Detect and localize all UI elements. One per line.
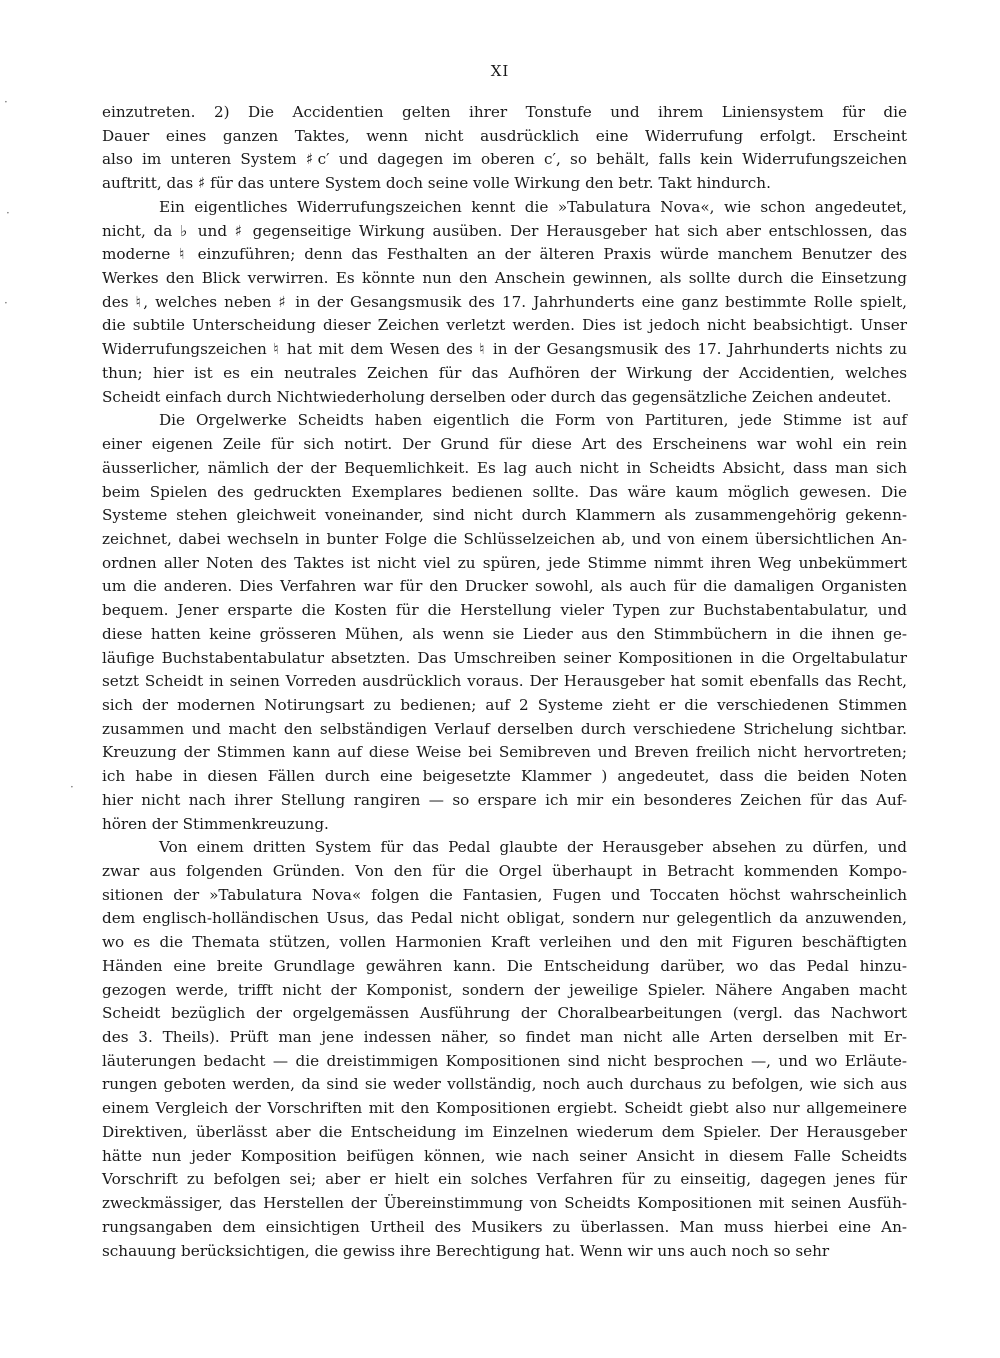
text-line: Ein eigentliches Widerrufungszeichen kennt die »Tabulatura Nova«, wie schon angedeutet, xyxy=(159,197,907,216)
text-line: gezogen werde, trifft nicht der Komponist, sondern der jeweilige Spieler. Nähere Angaben macht xyxy=(102,980,907,999)
text-line: diese hatten keine grösseren Mühen, als wenn sie Lieder aus den Stimmbüchern in die ihnen ge- xyxy=(102,624,907,643)
text-line: auftritt, das ♯ für das untere System doch seine volle Wirkung den betr. Takt hindurch. xyxy=(102,174,771,193)
text-line: Die Orgelwerke Scheidts haben eigentlich die Form von Partituren, jede Stimme ist auf xyxy=(159,411,907,430)
text-line: Direktiven, überlässt aber die Entscheidung im Einzelnen wiederum dem Spieler. Der Herausgeber xyxy=(102,1122,907,1141)
text-line: Widerrufungszeichen ♮ hat mit dem Wesen des ♮ in der Gesangsmusik des 17. Jahrhunderts nichts zu xyxy=(102,340,907,359)
text-line: Dauer eines ganzen Taktes, wenn nicht ausdrücklich eine Widerrufung erfolgt. Erscheint xyxy=(102,126,907,145)
text-line: Von einem dritten System für das Pedal glaubte der Herausgeber absehen zu dürfen, und xyxy=(159,838,907,857)
text-line: läuterungen bedacht — die dreistimmigen Kompositionen sind nicht besprochen —, und wo Erläute- xyxy=(102,1051,907,1070)
text-line: zwar aus folgenden Gründen. Von den für die Orgel überhaupt in Betracht kommenden Kompo- xyxy=(102,862,907,880)
margin-speck: · xyxy=(70,780,74,794)
text-line: einzutreten. 2) Die Accidentien gelten ihrer Tonstufe und ihrem Liniensystem für die xyxy=(102,103,907,121)
text-line: schauung berücksichtigen, die gewiss ihre Berechtigung hat. Wenn wir uns auch noch so sehr xyxy=(102,1241,830,1260)
body-text xyxy=(102,101,907,1263)
text-line: rungsangaben dem einsichtigen Urtheil des Musikers zu überlassen. Man muss hierbei eine An- xyxy=(102,1217,907,1236)
text-line: Scheidt bezüglich der orgelgemässen Ausführung der Choralbearbeitungen (vergl. das Nachwort xyxy=(102,1004,907,1023)
margin-speck: · xyxy=(4,296,8,310)
text-line: rungen geboten werden, da sind sie weder vollständig, noch auch durchaus zu befolgen, wie sich aus xyxy=(102,1075,907,1094)
text-line: ich habe in diesen Fällen durch eine beigesetzte Klammer ) angedeutet, dass die beiden Noten xyxy=(102,767,907,786)
text-line: sitionen der »Tabulatura Nova« folgen die Fantasien, Fugen und Toccaten höchst wahrscheinlich xyxy=(102,885,907,904)
text-line: des 3. Theils). Prüft man jene indessen näher, so findet man nicht alle Arten derselben mit Er- xyxy=(102,1028,907,1047)
text-line: also im unteren System ♯c′ und dagegen im oberen c′, so behält, falls kein Widerrufungszeichen xyxy=(102,150,907,169)
text-line: einer eigenen Zeile für sich notirt. Der Grund für diese Art des Erscheinens war wohl ein rein xyxy=(102,435,907,454)
text-line: einem Vergleich der Vorschriften mit den Kompositionen ergiebt. Scheidt giebt also nur allgemeinere xyxy=(102,1099,907,1118)
text-line: nicht, da ♭ und ♯ gegenseitige Wirkung ausüben. Der Herausgeber hat sich aber entschlossen, das xyxy=(102,221,907,240)
text-line: zusammen und macht den selbständigen Verlauf derselben durch verschiedene Strichelung sichtbar. xyxy=(102,719,907,738)
text-line: um die anderen. Dies Verfahren war für den Drucker sowohl, als auch für die damaligen Organisten xyxy=(102,577,907,596)
text-line: äusserlicher, nämlich der der Bequemlichkeit. Es lag auch nicht in Scheidts Absicht, dass man sich xyxy=(102,458,907,477)
text-line: die subtile Unterscheidung dieser Zeichen verletzt werden. Dies ist jedoch nicht beabsichtigt. Unser xyxy=(102,316,907,335)
text-line: bequem. Jener ersparte die Kosten für die Herstellung vieler Typen zur Buchstabentabulatur, und xyxy=(102,601,907,620)
text-line: Systeme stehen gleichweit voneinander, sind nicht durch Klammern als zusammengehörig gekenn- xyxy=(102,506,907,525)
margin-speck: · xyxy=(4,95,8,109)
text-line: thun; hier ist es ein neutrales Zeichen für das Aufhören der Wirkung der Accidentien, welches xyxy=(102,363,907,382)
text-line: ordnen aller Noten des Taktes ist nicht viel zu spüren, jede Stimme nimmt ihren Weg unbekümmert xyxy=(102,553,907,572)
text-line: Kreuzung der Stimmen kann auf diese Weise bei Semibreven und Breven freilich nicht hervortreten; xyxy=(102,743,907,762)
text-line: sich der modernen Notirungsart zu bedienen; auf 2 Systeme zieht er die verschiedenen Stimmen xyxy=(102,695,907,714)
text-line: dem englisch-holländischen Usus, das Pedal nicht obligat, sondern nur gelegentlich da anzuwenden, xyxy=(102,909,907,928)
margin-speck: · xyxy=(6,206,10,220)
text-line: moderne ♮ einzuführen; denn das Festhalten an der älteren Praxis würde manchem Benutzer des xyxy=(102,245,907,264)
text-line: beim Spielen des gedruckten Exemplares bedienen sollte. Das wäre kaum möglich gewesen. Die xyxy=(102,482,907,501)
text-line: Vorschrift zu befolgen sei; aber er hielt ein solches Verfahren für zu einseitig, dagegen jenes für xyxy=(102,1170,907,1189)
text-line: Händen eine breite Grundlage gewähren kann. Die Entscheidung darüber, wo das Pedal hinzu- xyxy=(102,956,907,975)
text-line: des ♮, welches neben ♯ in der Gesangsmusik des 17. Jahrhunderts eine ganz bestimmte Rolle spielt, xyxy=(102,292,907,311)
text-line: zweckmässiger, das Herstellen der Übereinstimmung von Scheidts Kompositionen mit seinen Ausfüh- xyxy=(102,1194,907,1213)
text-line: Scheidt einfach durch Nichtwiederholung derselben oder durch das gegensätzliche Zeichen andeutet. xyxy=(102,387,892,406)
text-line: zeichnet, dabei wechseln in bunter Folge die Schlüsselzeichen ab, und von einem übersichtlichen An- xyxy=(102,529,907,548)
text-line: Werkes den Blick verwirren. Es könnte nun den Anschein gewinnen, als sollte durch die Einsetzung xyxy=(102,269,907,288)
page-number: XI xyxy=(490,62,510,80)
text-line: wo es die Themata stützen, vollen Harmonien Kraft verleihen und den mit Figuren beschäftigten xyxy=(102,933,907,952)
text-line: setzt Scheidt in seinen Vorreden ausdrücklich voraus. Der Herausgeber hat somit ebenfalls das Recht, xyxy=(102,672,907,691)
text-line: hätte nun jeder Komposition beifügen können, wie nach seiner Ansicht in diesem Falle Scheidts xyxy=(102,1146,907,1165)
text-line: läufige Buchstabentabulatur absetzten. Das Umschreiben seiner Kompositionen in die Orgeltabulatur xyxy=(102,648,907,667)
text-line: hören der Stimmenkreuzung. xyxy=(102,814,329,833)
text-line: hier nicht nach ihrer Stellung rangiren — so erspare ich mir ein besonderes Zeichen für das Auf- xyxy=(102,790,907,809)
